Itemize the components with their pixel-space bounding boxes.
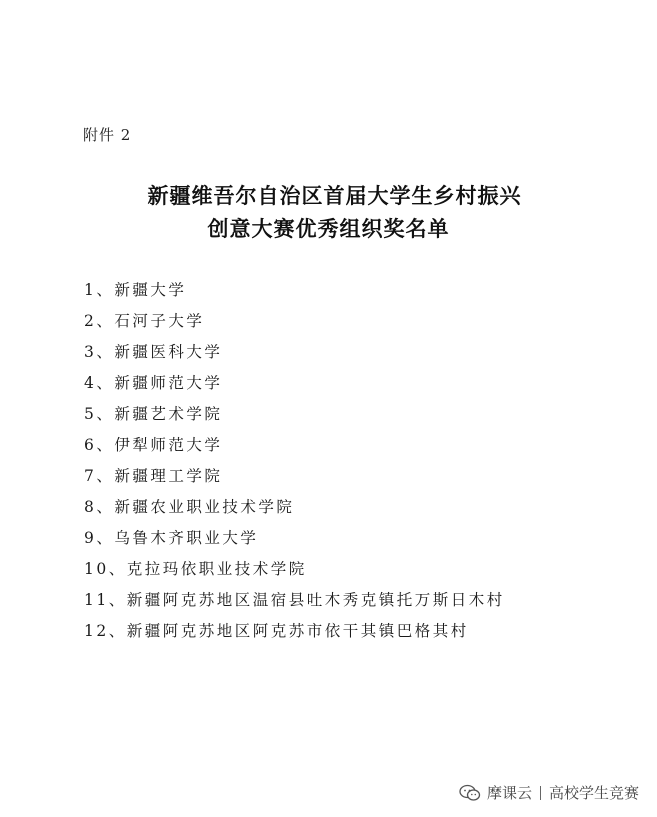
list-item: 8、新疆农业职业技术学院 xyxy=(84,498,295,516)
watermark-channel: 高校学生竞赛 xyxy=(548,784,639,802)
list-item: 4、新疆师范大学 xyxy=(84,374,223,392)
list-item: 9、乌鲁木齐职业大学 xyxy=(84,529,259,547)
award-list xyxy=(84,280,505,652)
title-line-2: 创意大赛优秀组织奖名单 xyxy=(207,216,450,241)
watermark-separator xyxy=(540,786,541,800)
list-item: 2、石河子大学 xyxy=(84,312,205,330)
list-item: 5、新疆艺术学院 xyxy=(84,405,223,423)
watermark-account: 摩课云 xyxy=(486,784,532,802)
title-line-1: 新疆维吾尔自治区首届大学生乡村振兴 xyxy=(147,183,522,208)
list-item: 1、新疆大学 xyxy=(84,281,187,299)
watermark xyxy=(459,782,639,803)
list-item: 11、新疆阿克苏地区温宿县吐木秀克镇托万斯日木村 xyxy=(84,591,505,609)
list-item: 12、新疆阿克苏地区阿克苏市依干其镇巴格其村 xyxy=(84,622,469,640)
wechat-icon xyxy=(459,784,481,802)
attachment-label: 附件 2 xyxy=(83,126,132,144)
list-item: 10、克拉玛依职业技术学院 xyxy=(84,560,307,578)
list-item: 6、伊犁师范大学 xyxy=(84,436,223,454)
list-item: 3、新疆医科大学 xyxy=(84,343,223,361)
list-item: 7、新疆理工学院 xyxy=(84,467,223,485)
